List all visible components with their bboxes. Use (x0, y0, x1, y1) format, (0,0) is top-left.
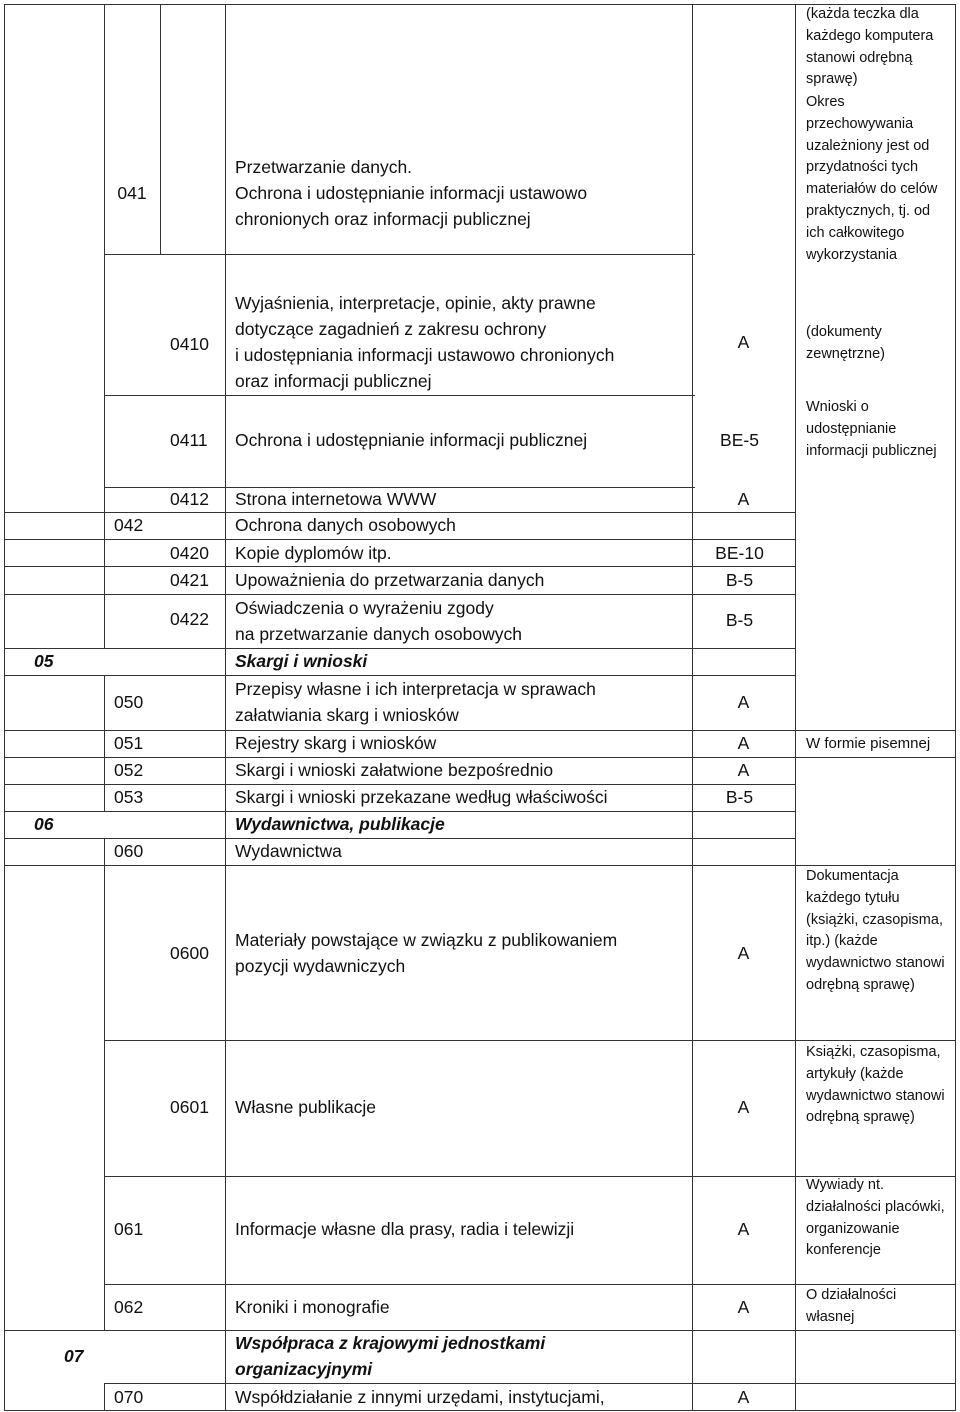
symbol-06: 06 (34, 814, 54, 834)
category-062: A (737, 1297, 750, 1317)
title-0600-line2: pozycji wydawniczych (235, 956, 406, 976)
symbol-052: 052 (114, 760, 144, 780)
symbol-041: 041 (117, 183, 147, 203)
grid-line (4, 648, 795, 649)
title-052: Skargi i wnioski załatwione bezpośrednio (235, 760, 554, 780)
note-0600: Dokumentacja każdego tytułu (książki, czasopisma, itp.) (każde wydawnictwo stanowi odrębną sprawę) (806, 868, 945, 993)
grid-line (795, 4, 796, 1410)
symbol-0600: 0600 (170, 943, 209, 963)
note-062: O działalności własnej (806, 1287, 897, 1325)
note-okres: Okres przechowywania uzależniony jest od przydatności tych materiałów do celów praktycznych, tj. od ich całkowitego wykorzystania (806, 94, 938, 263)
note-dokumenty: (dokumenty zewnętrzne) (806, 324, 885, 362)
grid-line (4, 4, 5, 1410)
category-061: A (737, 1219, 750, 1239)
symbol-0420: 0420 (170, 543, 209, 563)
title-051: Rejestry skarg i wniosków (235, 733, 437, 753)
title-0422-line2: na przetwarzanie danych osobowych (235, 624, 522, 644)
note-061: Wywiady nt. działalności placówki, organizowanie konferencje (806, 1177, 945, 1259)
title-041-line2: Ochrona i udostępnianie informacji ustawowo (235, 183, 588, 203)
symbol-0412: 0412 (170, 489, 209, 509)
title-060: Wydawnictwa (235, 841, 342, 861)
category-0410: A (737, 332, 750, 352)
symbol-060: 060 (114, 841, 144, 861)
symbol-062: 062 (114, 1297, 144, 1317)
category-051: A (737, 733, 750, 753)
symbol-053: 053 (114, 787, 144, 807)
note-wnioski: Wnioski o udostępnianie informacji publicznej (806, 399, 937, 459)
note-0601: Książki, czasopisma, artykuły (każde wydawnictwo stanowi odrębną sprawę) (806, 1044, 945, 1126)
title-050-line2: załatwiania skarg i wniosków (235, 705, 459, 725)
grid-line (104, 254, 695, 255)
symbol-0601: 0601 (170, 1097, 209, 1117)
symbol-05: 05 (34, 651, 54, 671)
category-050: A (737, 692, 750, 712)
title-0601: Własne publikacje (235, 1097, 377, 1117)
category-0600: A (737, 943, 750, 963)
grid-line (4, 1410, 956, 1411)
title-041-line1: Przetwarzanie danych. (235, 157, 413, 177)
title-0410-line2: dotyczące zagadnień z zakresu ochrony (235, 319, 547, 339)
title-061: Informacje własne dla prasy, radia i telewizji (235, 1219, 575, 1239)
category-052: A (737, 760, 750, 780)
grid-line (955, 4, 956, 1410)
title-0600-line1: Materiały powstające w związku z publikowaniem (235, 930, 618, 950)
symbol-0421: 0421 (170, 570, 209, 590)
symbol-0422: 0422 (170, 609, 209, 629)
grid-line (104, 395, 695, 396)
grid-line (104, 838, 105, 1330)
category-0421: B-5 (725, 570, 754, 590)
grid-line (4, 566, 795, 567)
title-07-line2: organizacyjnymi (235, 1359, 373, 1379)
grid-line (104, 1383, 105, 1410)
symbol-0410: 0410 (170, 334, 209, 354)
category-0422: B-5 (725, 610, 754, 630)
symbol-070: 070 (114, 1387, 144, 1407)
category-0412: A (737, 489, 750, 509)
symbol-050: 050 (114, 692, 144, 712)
title-0410-line1: Wyjaśnienia, interpretacje, opinie, akty prawne (235, 293, 596, 313)
title-07-line1: Współpraca z krajowymi jednostkami (235, 1333, 546, 1353)
symbol-051: 051 (114, 733, 144, 753)
title-053: Skargi i wnioski przekazane według właściwości (235, 787, 608, 807)
title-070: Współdziałanie z innymi urzędami, instytucjami, (235, 1387, 605, 1407)
title-041-line3: chronionych oraz informacji publicznej (235, 209, 531, 229)
grid-line (104, 675, 105, 812)
grid-line (160, 4, 161, 254)
title-0412: Strona internetowa WWW (235, 489, 437, 509)
title-062: Kroniki i monografie (235, 1297, 390, 1317)
symbol-07: 07 (64, 1346, 84, 1366)
category-053: B-5 (725, 787, 754, 807)
grid-line (4, 675, 795, 676)
category-0411: BE-5 (720, 430, 759, 450)
title-050-line1: Przepisy własne i ich interpretacja w sprawach (235, 679, 596, 699)
title-05: Skargi i wnioski (235, 651, 368, 671)
grid-line (104, 1383, 956, 1384)
title-0420: Kopie dyplomów itp. (235, 543, 392, 563)
symbol-0411: 0411 (170, 430, 208, 450)
title-06: Wydawnictwa, publikacje (235, 814, 445, 834)
note-051: W formie pisemnej (806, 735, 931, 752)
grid-line (104, 4, 105, 648)
note-top: (każda teczka dla każdego komputera stanowi odrębną sprawę) (806, 6, 934, 88)
category-0420: BE-10 (715, 543, 764, 563)
grid-line (4, 594, 795, 595)
symbol-042: 042 (114, 515, 144, 535)
category-0601: A (737, 1097, 750, 1117)
title-042: Ochrona danych osobowych (235, 515, 456, 535)
title-0411: Ochrona i udostępnianie informacji publicznej (235, 430, 588, 450)
grid-line (4, 539, 795, 540)
title-0421: Upoważnienia do przetwarzania danych (235, 570, 545, 590)
grid-line (225, 4, 226, 1410)
symbol-061: 061 (114, 1219, 144, 1239)
category-070: A (737, 1387, 750, 1407)
title-0410-line3: i udostępniania informacji ustawowo chronionych (235, 345, 615, 365)
title-0410-line4: oraz informacji publicznej (235, 371, 432, 391)
grid-line (104, 1040, 956, 1041)
title-0422-line1: Oświadczenia o wyrażeniu zgody (235, 598, 494, 618)
